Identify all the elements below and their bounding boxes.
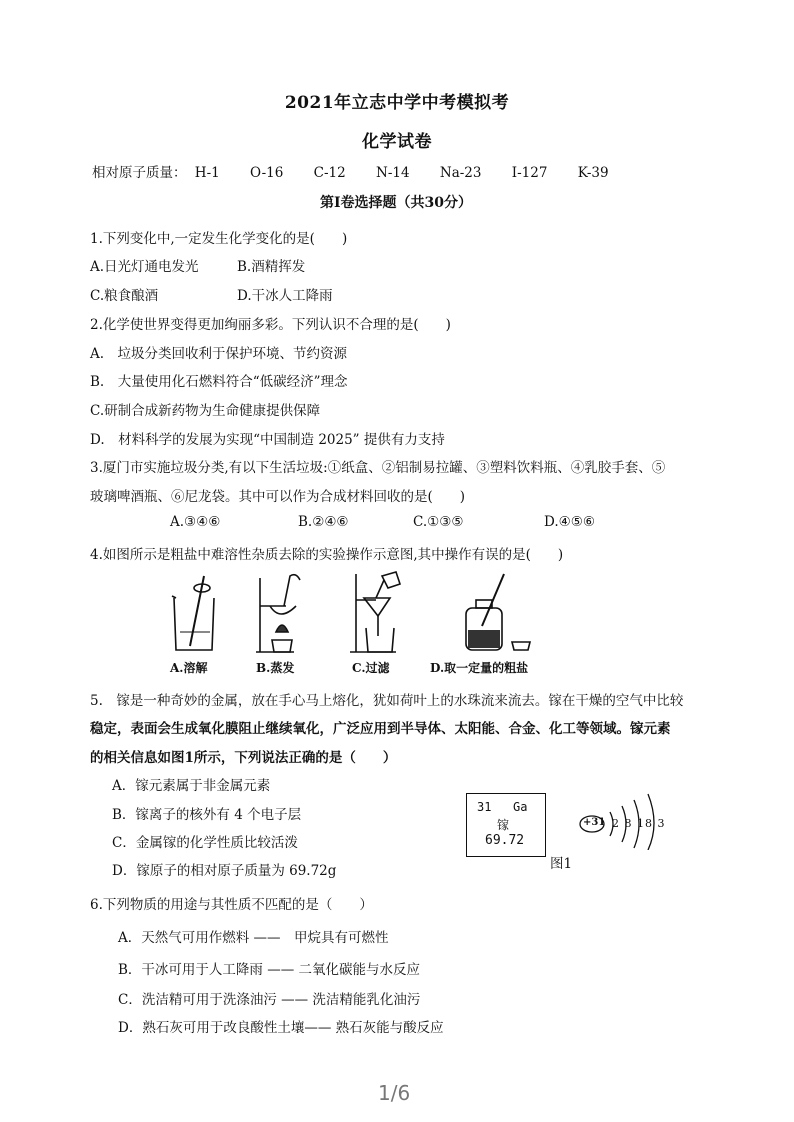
q4-stem: 4.如图所示是粗盐中难溶性杂质去除的实验操作示意图,其中操作有误的是( ) [90,547,564,563]
q4-figure-apparatus [160,570,560,656]
atomic-mass-label: 相对原子质量： [92,165,187,181]
element-atomic-mass: 69.72 [485,833,525,848]
q6-option-a: A．天然气可用作燃料 —— 甲烷具有可燃性 [118,930,389,946]
atomic-mass-item: N-14 [376,165,410,181]
element-name: 镓 [497,818,510,832]
atomic-mass-item: O-16 [250,165,284,181]
atomic-mass-item: C-12 [313,165,346,181]
q1-stem: 1.下列变化中,一定发生化学变化的是( ) [90,231,348,247]
evaporating-dish-icon [256,575,300,652]
q3-stem-line1: 3.厦门市实施垃圾分类,有以下生活垃圾:①纸盒、②铝制易拉罐、③塑料饮料瓶、④乳胶手套、⑤ [90,460,666,476]
atomic-mass-item: K-39 [577,165,609,181]
q6-option-d: D．熟石灰可用于改良酸性土壤—— 熟石灰能与酸反应 [118,1020,444,1036]
q2-option-a: A. 垃圾分类回收利于保护环境、节约资源 [90,346,348,362]
q1-option-a: A.日光灯通电发光 [90,259,199,275]
q5-stem-line3: 的相关信息如图1所示，下列说法正确的是（ ） [90,750,397,766]
q5-stem-line2: 稳定，表面会生成氧化膜阻止继续氧化，广泛应用到半导体、太阳能、合金、化工等领域。镓元素 [90,721,671,737]
atomic-mass-line [92,161,635,181]
q5-option-d: D．镓原子的相对原子质量为 69.72g [112,863,337,879]
element-card [466,793,546,857]
q5-option-c: C．金属镓的化学性质比较活泼 [112,835,298,851]
q4-figure-label-a: A.溶解 [170,661,208,675]
q4-figure-label-b: B.蒸发 [256,661,295,675]
atomic-mass-item: H-1 [194,165,220,181]
q2-stem: 2.化学使世界变得更加绚丽多彩。下列认识不合理的是( ) [90,317,451,333]
q4-figure-label-d: D.取一定量的粗盐 [430,661,529,675]
atomic-mass-item: I-127 [511,165,548,181]
q3-option-a: A.③④⑥ [170,514,221,530]
q3-stem-line2: 玻璃啤酒瓶、⑥尼龙袋。其中可以作为合成材料回收的是( ) [90,489,466,505]
element-symbol: Ga [513,800,528,814]
section-heading: 第Ⅰ卷选择题（共30分） [320,195,473,211]
q2-option-d: D. 材料科学的发展为实现“中国制造 2025” 提供有力支持 [90,432,445,448]
q6-option-c: C．洗洁精可用于洗涤油污 —— 洗洁精能乳化油污 [118,992,421,1008]
q6-stem: 6.下列物质的用途与其性质不匹配的是（ ） [90,897,373,913]
q3-option-d: D.④⑤⑥ [544,514,595,530]
q5-option-b: B．镓离子的核外有 4 个电子层 [112,807,302,823]
q6-option-b: B．干冰可用于人工降雨 —— 二氧化碳能与水反应 [118,962,421,978]
q3-option-c: C.①③⑤ [413,514,464,530]
q2-option-b: B. 大量使用化石燃料符合“低碳经济”理念 [90,374,348,390]
reagent-bottle-icon [466,574,530,650]
element-atomic-number: 31 [477,800,492,814]
atom-nucleus-charge: +31 [583,817,606,828]
exam-title: 2021年立志中学中考模拟考 [284,93,510,113]
q3-option-b: B.②④⑥ [298,514,349,530]
atom-electron-shells: 2 8 18 3 [612,817,666,830]
q5-option-a: A．镓元素属于非金属元素 [112,778,271,794]
q4-figure-label-c: C.过滤 [352,661,390,675]
page-indicator: 1/6 [378,1081,411,1105]
q1-option-b: B.酒精挥发 [237,259,306,275]
atomic-mass-item: Na-23 [439,165,482,181]
q1-option-c: C.粮食酿酒 [90,288,159,304]
q1-option-d: D.干冰人工降雨 [237,288,333,304]
q2-option-c: C.研制合成新药物为生命健康提供保障 [90,403,321,419]
q5-stem-line1: 5. 镓是一种奇妙的金属，放在手心马上熔化，犹如荷叶上的水珠流来流去。镓在干燥的空气中比较 [90,693,684,709]
exam-subtitle: 化学试卷 [362,132,432,152]
figure-1-caption: 图1 [550,856,573,872]
beaker-icon [172,576,214,650]
funnel-icon [350,572,400,652]
